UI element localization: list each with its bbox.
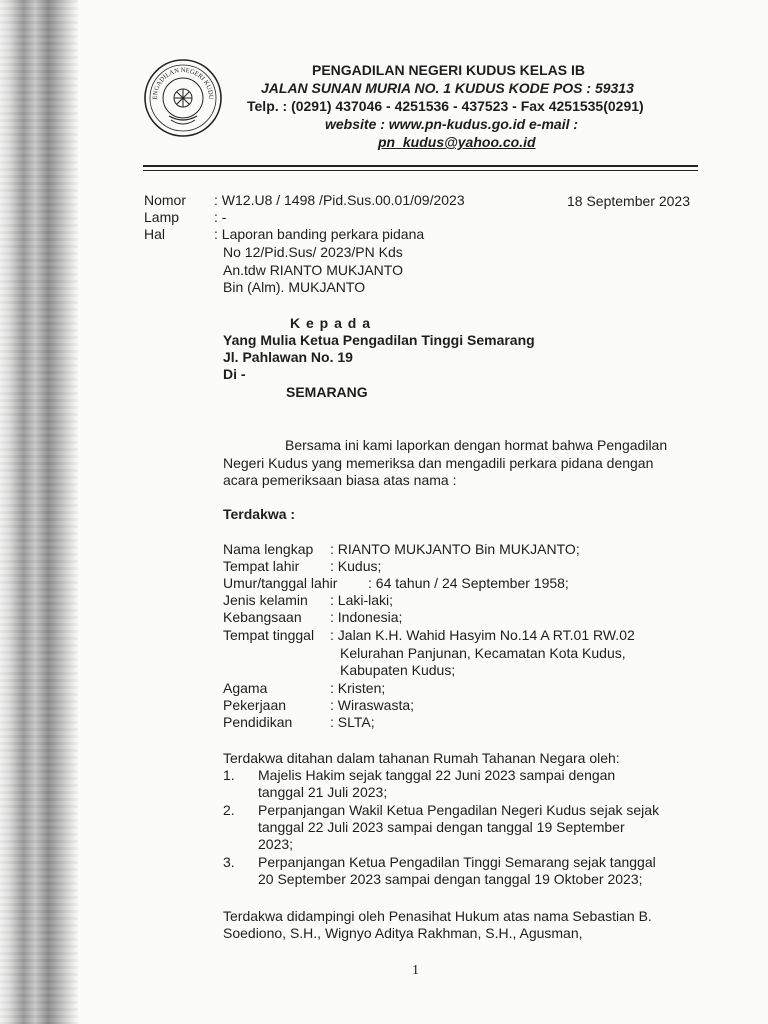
court-name: PENGADILAN NEGERI KUDUS KELAS IB xyxy=(312,62,586,78)
detention-line: 20 September 2023 sampai dengan tanggal 19 Oktober 2023; xyxy=(258,871,643,887)
detention-num: 2. xyxy=(223,802,235,818)
counsel-line: Soediono, S.H., Wignyo Aditya Rakhman, S.H., Agusman, xyxy=(223,925,583,941)
field-value: Kabupaten Kudus; xyxy=(340,662,456,678)
field-label: Pendidikan xyxy=(223,714,293,730)
field-label: Pekerjaan xyxy=(223,697,287,713)
detention-line: Perpanjangan Ketua Pengadilan Tinggi Semarang sejak tanggal xyxy=(258,854,656,870)
field-label: Umur/tanggal lahir xyxy=(223,575,338,591)
detention-num: 1. xyxy=(223,767,235,783)
field-value: : RIANTO MUKJANTO Bin MUKJANTO; xyxy=(330,541,580,557)
detention-intro: Terdakwa ditahan dalam tahanan Rumah Tahanan Negara oleh: xyxy=(223,750,620,766)
field-value: : SLTA; xyxy=(330,714,375,730)
nomor-value: : W12.U8 / 1498 /Pid.Sus.00.01/09/2023 xyxy=(214,192,465,208)
detention-num: 3. xyxy=(223,854,235,870)
lamp-label: Lamp xyxy=(144,209,180,225)
counsel-line: Terdakwa didampingi oleh Penasihat Hukum atas nama Sebastian B. xyxy=(223,908,652,924)
field-label: Tempat lahir xyxy=(223,558,300,574)
intro-line: Negeri Kudus yang memeriksa dan mengadili perkara pidana dengan xyxy=(223,455,654,471)
page-number: 1 xyxy=(412,963,419,978)
court-seal-logo xyxy=(143,58,223,138)
letter-date: 18 September 2023 xyxy=(567,193,690,209)
lamp-value: : - xyxy=(214,209,227,225)
hal-line: An.tdw RIANTO MUKJANTO xyxy=(223,262,403,278)
field-label: Tempat tinggal xyxy=(223,627,315,643)
field-value: : 64 tahun / 24 September 1958; xyxy=(368,575,569,591)
intro-line: Bersama ini kami laporkan dengan hormat bahwa Pengadilan xyxy=(285,437,668,453)
detention-line: tanggal 22 Juli 2023 sampai dengan tanggal 19 September xyxy=(258,819,625,835)
letterhead-rule-thin xyxy=(143,170,698,171)
letterhead-rule xyxy=(143,165,698,167)
intro-line: acara pemeriksaan biasa atas nama : xyxy=(223,472,457,488)
court-phone: Telp. : (0291) 437046 - 4251536 - 437523 - Fax 4251535(0291) xyxy=(247,98,644,114)
field-value: : Kudus; xyxy=(330,558,382,574)
field-value: : Kristen; xyxy=(330,680,386,696)
field-value: : Laki-laki; xyxy=(330,592,394,608)
kepada-heading: K e p a d a xyxy=(290,315,372,331)
hal-line: : Laporan banding perkara pidana xyxy=(214,226,425,242)
court-email: pn_kudus@yahoo.co.id xyxy=(378,134,536,150)
detention-line: 2023; xyxy=(258,836,294,852)
svg-text:PENGADILAN NEGERI KUDUS: ENGADILAN NEGERI KUDU xyxy=(151,66,215,100)
nomor-label: Nomor xyxy=(144,192,187,208)
terdakwa-heading: Terdakwa : xyxy=(223,506,296,522)
field-value: Kelurahan Panjunan, Kecamatan Kota Kudus, xyxy=(340,645,626,661)
scan-shadow-strip xyxy=(0,0,78,1024)
recipient-title: Yang Mulia Ketua Pengadilan Tinggi Semarang xyxy=(223,332,535,348)
field-label: Agama xyxy=(223,680,268,696)
court-address: JALAN SUNAN MURIA NO. 1 KUDUS KODE POS : 59313 xyxy=(261,80,634,96)
field-value: : Indonesia; xyxy=(330,609,403,625)
field-label: Kebangsaan xyxy=(223,609,302,625)
recipient-city: SEMARANG xyxy=(286,384,368,400)
recipient-street: Jl. Pahlawan No. 19 xyxy=(223,349,353,365)
court-website: website : www.pn-kudus.go.id e-mail : xyxy=(325,116,579,132)
field-value: : Jalan K.H. Wahid Hasyim No.14 A RT.01 RW.02 xyxy=(330,627,635,643)
hal-line: Bin (Alm). MUKJANTO xyxy=(223,279,366,295)
field-label: Jenis kelamin xyxy=(223,592,308,608)
field-value: : Wiraswasta; xyxy=(330,697,415,713)
detention-line: Perpanjangan Wakil Ketua Pengadilan Negeri Kudus sejak sejak xyxy=(258,802,660,818)
recipient-di: Di - xyxy=(223,366,246,382)
hal-label: Hal xyxy=(144,226,166,242)
hal-line: No 12/Pid.Sus/ 2023/PN Kds xyxy=(223,244,403,260)
detention-line: tanggal 21 Juli 2023; xyxy=(258,784,388,800)
detention-line: Majelis Hakim sejak tanggal 22 Juni 2023 sampai dengan xyxy=(258,767,616,783)
field-label: Nama lengkap xyxy=(223,541,314,557)
